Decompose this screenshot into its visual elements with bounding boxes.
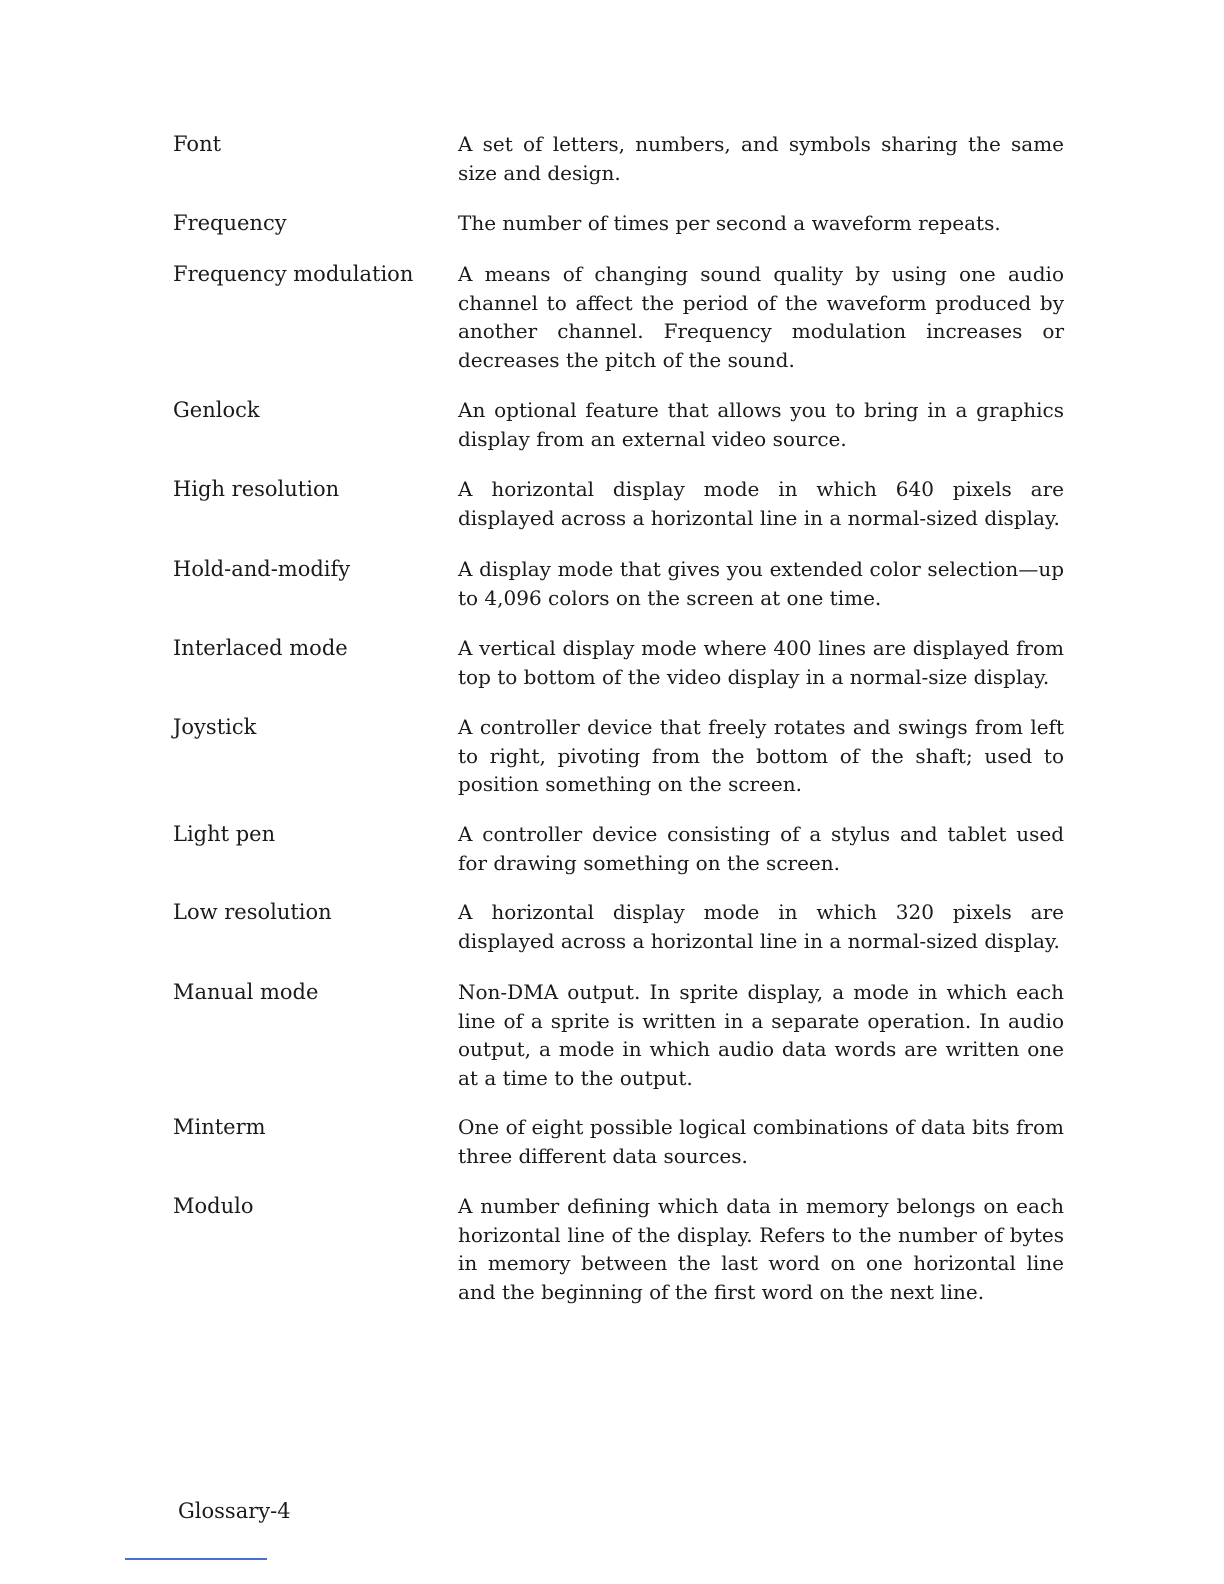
glossary-term: Font xyxy=(173,132,222,156)
glossary-term: Frequency modulation xyxy=(173,262,414,286)
footer-rule xyxy=(125,1558,267,1560)
glossary-definition: The number of times per second a waveform repeats. xyxy=(458,211,1001,235)
page-number: Glossary-4 xyxy=(178,1499,291,1523)
glossary-term: Genlock xyxy=(173,398,260,422)
glossary-term: Joystick xyxy=(173,715,257,739)
glossary-term: Modulo xyxy=(173,1194,254,1218)
glossary-definition: A controller device that freely rotates and swings from left to right, pivoting from the bottom of the shaft; used to position something on the screen. xyxy=(458,715,1064,796)
glossary-definition: Non-DMA output. In sprite display, a mode in which each line of a sprite is written in a separate operation. In audio output, a mode in which audio data words are written one at a time to the output. xyxy=(458,980,1064,1090)
glossary-term: Interlaced mode xyxy=(173,636,348,660)
glossary-definition: A display mode that gives you extended color selection—up to 4,096 colors on the screen at one time. xyxy=(458,557,1064,610)
glossary-definition: A controller device consisting of a stylus and tablet used for drawing something on the screen. xyxy=(458,822,1064,875)
glossary-term: Manual mode xyxy=(173,980,319,1004)
glossary-definition: A horizontal display mode in which 320 pixels are displayed across a horizontal line in a normal-sized display. xyxy=(458,900,1064,953)
glossary-definition: A number defining which data in memory belongs on each horizontal line of the display. Refers to the number of bytes in memory between the last word on one horizontal line and the beginning of the first word on the next line. xyxy=(458,1194,1064,1304)
glossary-term: High resolution xyxy=(173,477,340,501)
glossary-term: Light pen xyxy=(173,822,276,846)
glossary-definition: A means of changing sound quality by using one audio channel to affect the period of the waveform produced by another channel. Frequency modulation increases or decreases the pitch of the sound. xyxy=(458,262,1064,372)
glossary-definition: A horizontal display mode in which 640 pixels are displayed across a horizontal line in a normal-sized display. xyxy=(458,477,1064,530)
glossary-definition: One of eight possible logical combinations of data bits from three different data sources. xyxy=(458,1115,1064,1168)
glossary-term: Minterm xyxy=(173,1115,266,1139)
glossary-definition: A set of letters, numbers, and symbols sharing the same size and design. xyxy=(458,132,1064,185)
glossary-term: Frequency xyxy=(173,211,287,235)
glossary-term: Hold-and-modify xyxy=(173,557,351,581)
glossary-term: Low resolution xyxy=(173,900,332,924)
glossary-definition: An optional feature that allows you to bring in a graphics display from an external video source. xyxy=(458,398,1064,451)
glossary-definition: A vertical display mode where 400 lines are displayed from top to bottom of the video display in a normal-size display. xyxy=(458,636,1064,689)
